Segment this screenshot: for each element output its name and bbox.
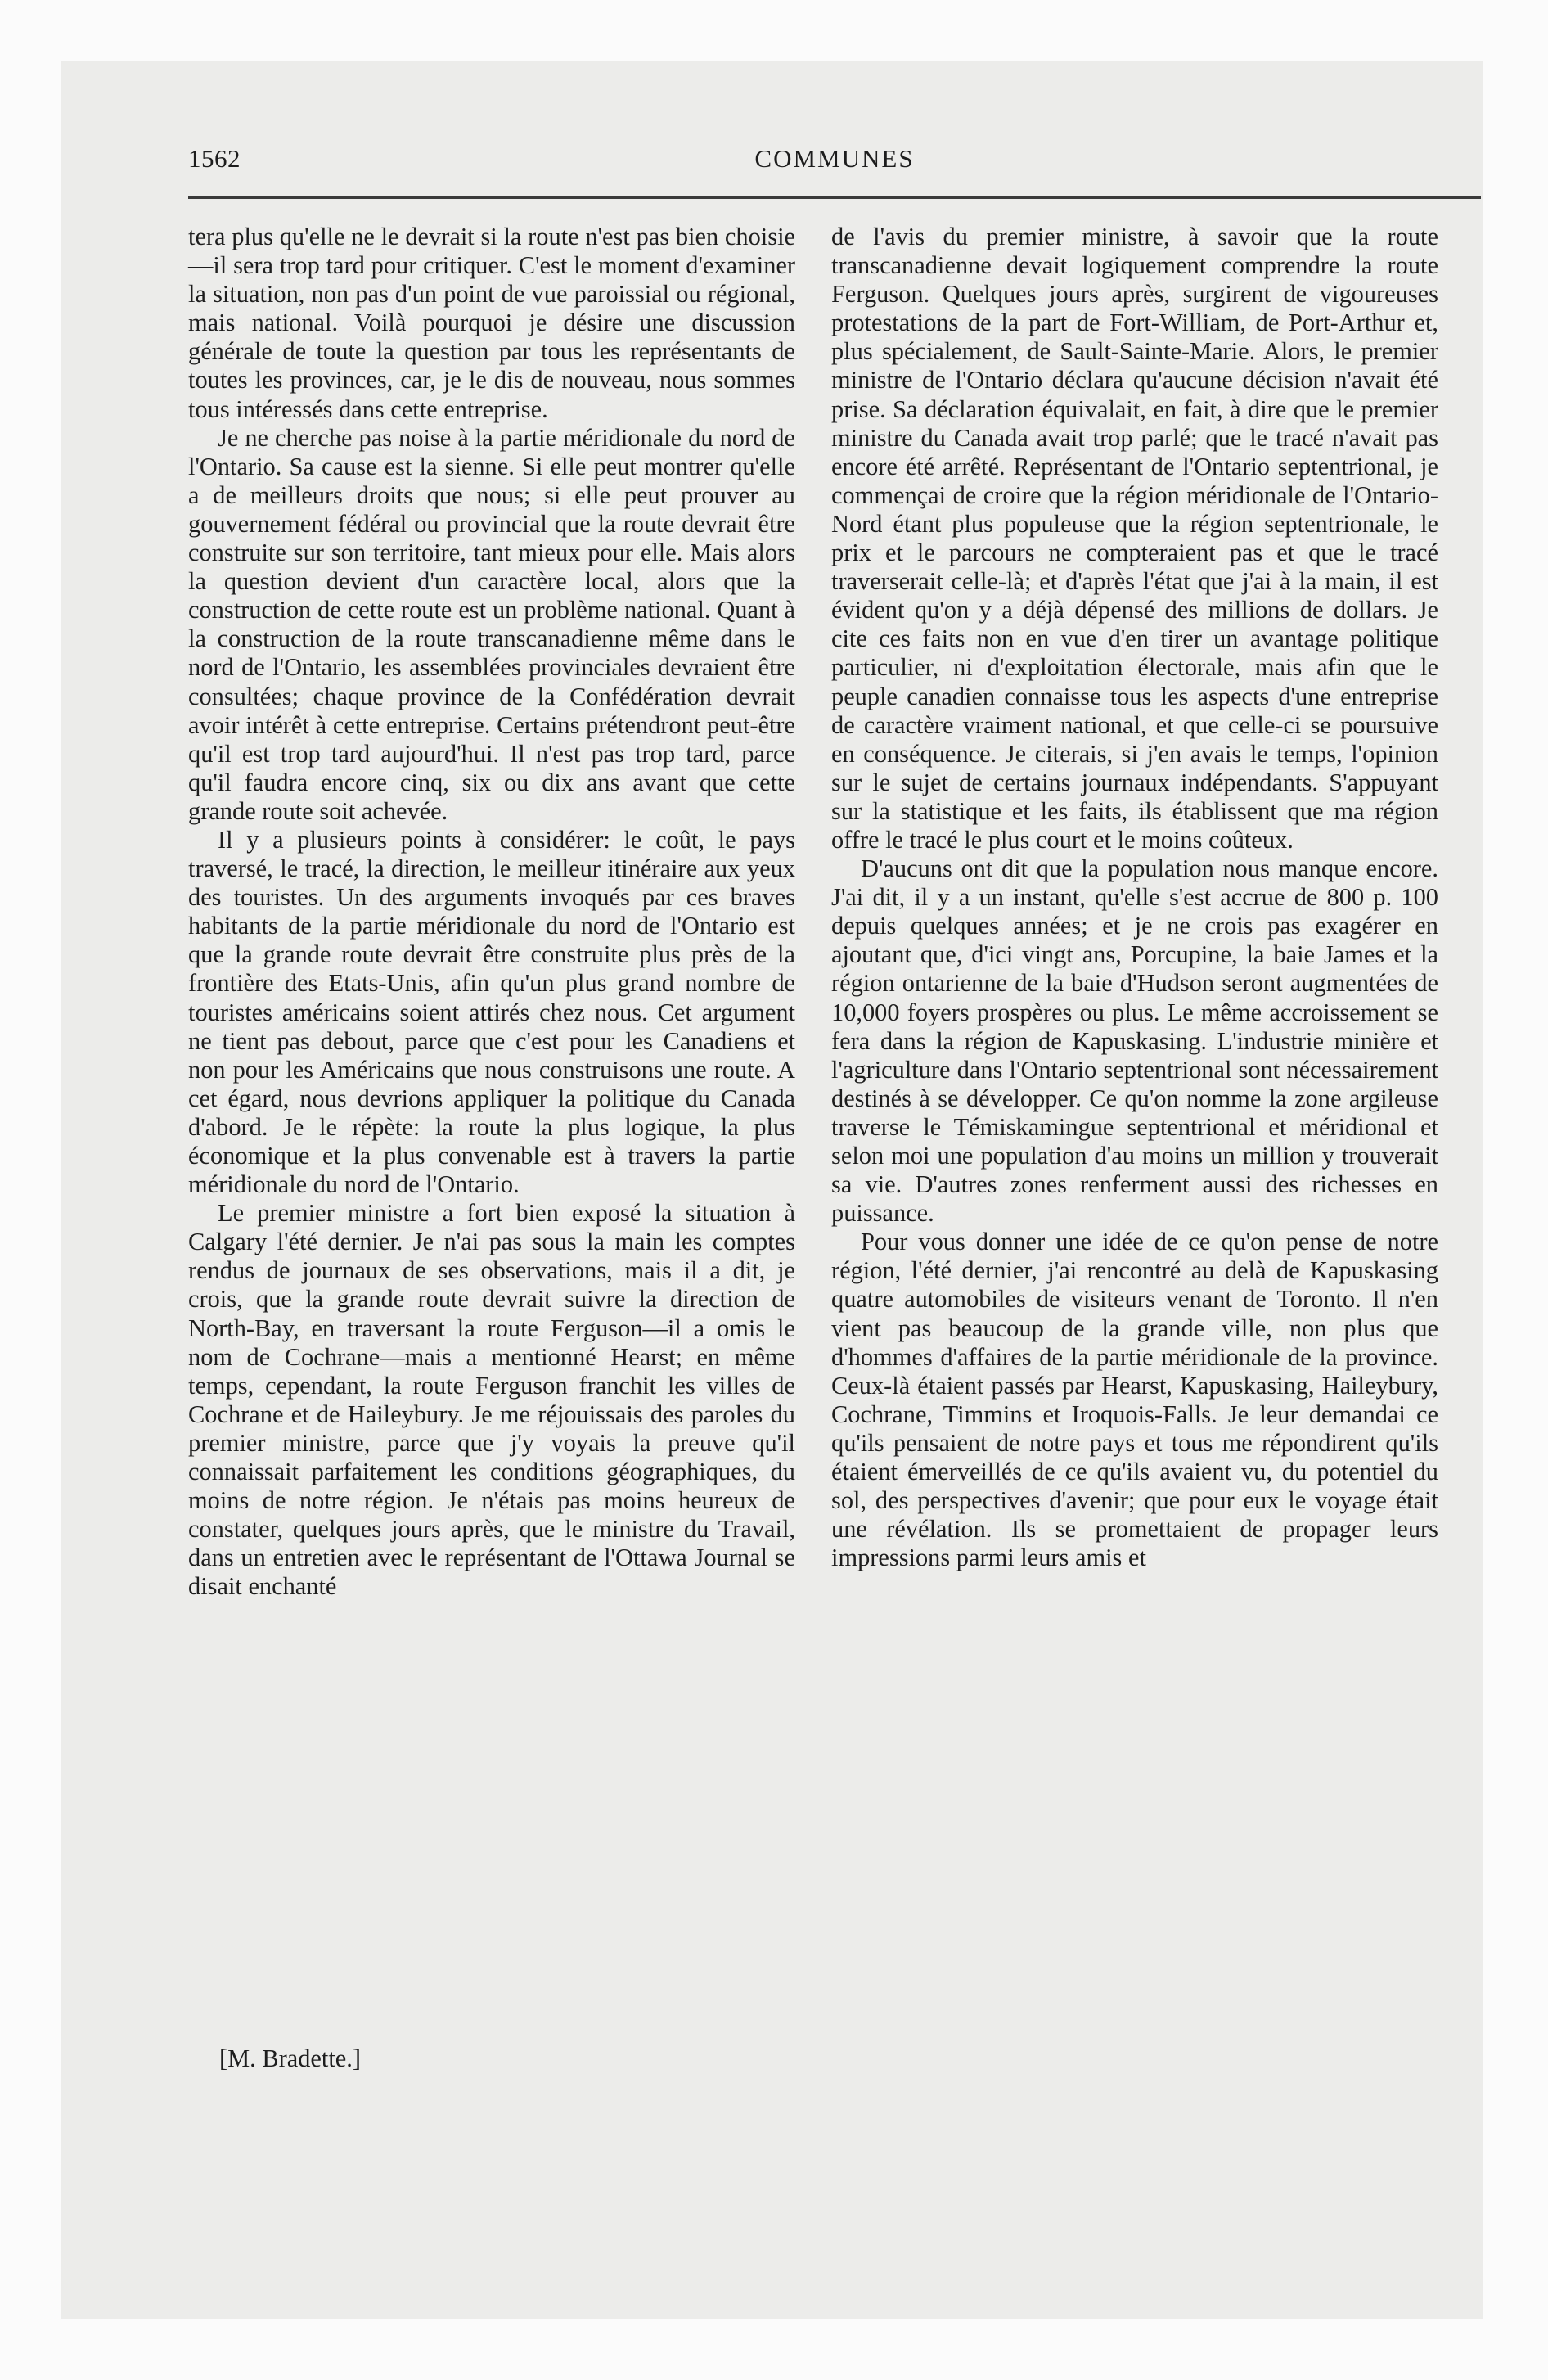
paragraph: Il y a plusieurs points à considérer: le coût, le pays traversé, le tracé, la direction, le meilleur itinéraire aux yeux des touristes. Un des arguments invoqués par ces braves habitants de la partie méridionale du nord de l'Ontario est que la grande route devrait être construite plus près de la frontière des Etats-Unis, afin qu'un plus grand nombre de touristes américains soient attirés chez nous. Cet argument ne tient pas debout, parce que c'est pour les Canadiens et non pour les Américains que nous construisons une route. A cet égard, nous devrions appliquer la politique du Canada d'abord. Je le répète: la route la plus logique, la plus économique et la plus convenable est à travers la partie méridionale du nord de l'Ontario. [188, 825, 795, 1199]
paragraph: Je ne cherche pas noise à la partie méridionale du nord de l'Ontario. Sa cause est la sienne. Si elle peut montrer qu'elle a de meilleurs droits que nous; si elle peut prouver au gouvernement fédéral ou provincial que la route devrait être construite sur son territoire, tant mieux pour elle. Mais alors la question devient d'un caractère local, alors que la construction de cette route est un problème national. Quant à la construction de la route transcanadienne même dans le nord de l'Ontario, les assemblées provinciales devraient être consultées; chaque province de la Confédération devrait avoir intérêt à cette entreprise. Certains prétendront peut-être qu'il est trop tard aujourd'hui. Il n'est pas trop tard, parce qu'il faudra encore cinq, six ou dix ans avant que cette grande route soit achevée. [188, 423, 795, 825]
page-number: 1562 [188, 144, 241, 173]
paragraph: de l'avis du premier ministre, à savoir que la route transcanadienne devait logiquement comprendre la route Ferguson. Quelques jours après, surgirent de vigoureuses protestations de la part de Fort-William, de Port-Arthur et, plus spécialement, de Sault-Sainte-Marie. Alors, le premier ministre de l'Ontario déclara qu'aucune décision n'avait été prise. Sa déclaration équivalait, en fait, à dire que le premier ministre du Canada avait trop parlé; que le tracé n'avait pas encore été arrêté. Représentant de l'Ontario septentrional, je commençai de croire que la région méridionale de l'Ontario-Nord étant plus populeuse que la région septentrionale, le prix et le parcours ne compteraient pas et que le tracé traverserait celle-là; et d'après l'état que j'ai à la main, il est évident qu'on y a déjà dépensé des millions de dollars. Je cite ces faits non en vue d'en tirer un avantage politique particulier, ni d'exploitation électorale, mais afin que le peuple canadien connaisse tous les aspects d'une entreprise de caractère vraiment national, et que celle-ci se poursuive en conséquence. Je citerais, si j'en avais le temps, l'opinion sur le sujet de certains journaux indépendants. S'appuyant sur la statistique et les faits, ils établissent que ma région offre le tracé le plus court et le moins coûteux. [831, 223, 1438, 854]
right-column [831, 223, 1438, 1572]
paragraph: Pour vous donner une idée de ce qu'on pense de notre région, l'été dernier, j'ai rencontré au delà de Kapuskasing quatre automobiles de visiteurs venant de Toronto. Il n'en vient pas beaucoup de la grande ville, non plus que d'hommes d'affaires de la partie méridionale de la province. Ceux-là étaient passés par Hearst, Kapuskasing, Haileybury, Cochrane, Timmins et Iroquois-Falls. Je leur demandai ce qu'ils pensaient de notre pays et tous me répondirent qu'ils étaient émerveillés de ce qu'ils avaient vu, du potentiel du sol, des perspectives d'avenir; que pour eux le voyage était une révélation. Ils se promettaient de propager leurs impressions parmi leurs amis et [831, 1228, 1438, 1572]
paragraph: tera plus qu'elle ne le devrait si la route n'est pas bien choisie—il sera trop tard pour critiquer. C'est le moment d'examiner la situation, non pas d'un point de vue paroissial ou régional, mais national. Voilà pourquoi je désire une discussion générale de toute la question par tous les représentants de toutes les provinces, car, je le dis de nouveau, nous sommes tous intéressés dans cette entreprise. [188, 223, 795, 423]
paragraph: D'aucuns ont dit que la population nous manque encore. J'ai dit, il y a un instant, qu'elle s'est accrue de 800 p. 100 depuis quelques années; et je ne crois pas exagérer en ajoutant que, d'ici vingt ans, Porcupine, la baie James et la région ontarienne de la baie d'Hudson seront augmentées de 10,000 foyers prospères ou plus. Le même accroissement se fera dans la région de Kapuskasing. L'industrie minière et l'agriculture dans l'Ontario septentrional sont nécessairement destinés à se développer. Ce qu'on nomme la zone argileuse traverse le Témiskamingue septentrional et méridional et selon moi une population d'au moins un million y trouverait sa vie. D'autres zones renferment aussi des richesses en puissance. [831, 854, 1438, 1228]
paragraph: Le premier ministre a fort bien exposé la situation à Calgary l'été dernier. Je n'ai pas sous la main les comptes rendus de journaux de ses observations, mais il a dit, je crois, que la grande route devrait suivre la direction de North-Bay, en traversant la route Ferguson—il a omis le nom de Cochrane—mais a mentionné Hearst; en même temps, cependant, la route Ferguson franchit les villes de Cochrane et de Haileybury. Je me réjouissais des paroles du premier ministre, parce que j'y voyais la preuve qu'il connaissait parfaitement les conditions géographiques, du moins de notre région. Je n'étais pas moins heureux de constater, quelques jours après, que le ministre du Travail, dans un entretien avec le représentant de l'Ottawa Journal se disait enchanté [188, 1199, 795, 1601]
left-column [188, 223, 795, 1602]
header-rule [188, 196, 1481, 199]
running-title: COMMUNES [754, 144, 915, 173]
speaker-signature: [M. Bradette.] [219, 2044, 361, 2072]
page-header [188, 144, 1481, 185]
